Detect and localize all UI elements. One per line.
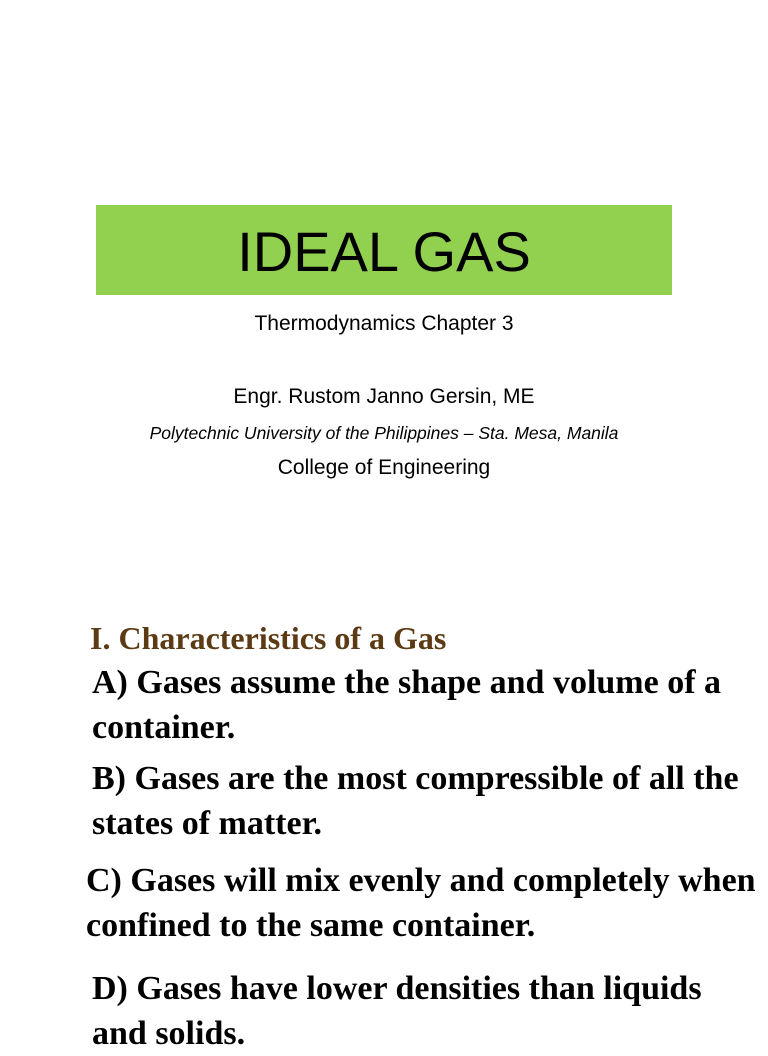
list-item: D) Gases have lower densities than liquids and solids.	[92, 970, 702, 1052]
slide-title: IDEAL GAS	[237, 220, 531, 283]
list-item: B) Gases are the most compressible of all the states of matter.	[92, 760, 739, 842]
section-heading: I. Characteristics of a Gas	[90, 620, 447, 656]
slide-subtitle: Thermodynamics Chapter 3	[254, 312, 514, 335]
college-name: College of Engineering	[277, 456, 491, 479]
content-slide	[0, 580, 768, 1052]
list-item: C) Gases will mix evenly and completely when confined to the same container.	[86, 862, 756, 944]
title-banner	[96, 205, 672, 295]
list-item: A) Gases assume the shape and volume of a container.	[92, 664, 722, 746]
university-name: Polytechnic University of the Philippines – Sta. Mesa, Manila	[149, 423, 619, 443]
author-name: Engr. Rustom Janno Gersin, ME	[233, 385, 535, 408]
